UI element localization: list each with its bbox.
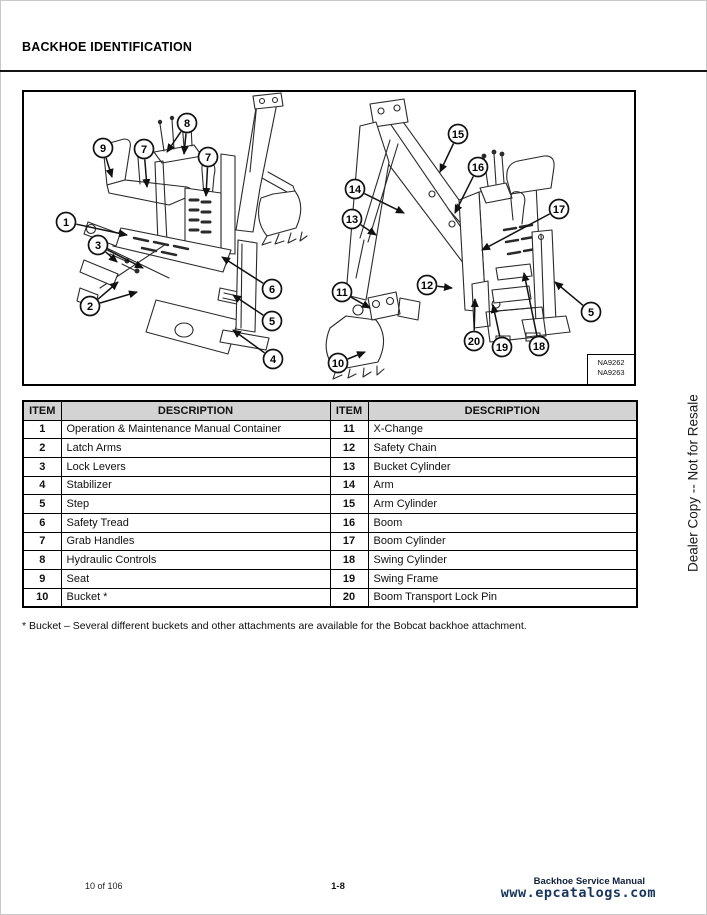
svg-text:2: 2 [86, 301, 94, 314]
table-header-item: ITEM [330, 401, 368, 420]
svg-text:3: 3 [94, 240, 102, 253]
figure-ref-code: NA9263 [597, 368, 625, 378]
item-number-cell: 6 [23, 513, 61, 532]
item-number-cell: 12 [330, 439, 368, 458]
svg-text:13: 13 [345, 214, 359, 227]
callout-arrow [98, 282, 118, 299]
svg-text:7: 7 [204, 152, 212, 165]
item-number-cell: 15 [330, 495, 368, 514]
callout-20 [465, 332, 484, 351]
item-number-cell: 8 [23, 551, 61, 570]
item-number-cell: 1 [23, 420, 61, 439]
figure-ref-code: NA9262 [597, 358, 625, 367]
dealer-copy-watermark: Dealer Copy -- Not for Resale [685, 394, 701, 572]
svg-text:1: 1 [62, 217, 70, 230]
table-row [23, 476, 637, 495]
svg-text:8: 8 [183, 118, 191, 131]
item-number-cell: 19 [330, 570, 368, 589]
table-row [23, 588, 637, 607]
svg-text:14: 14 [348, 184, 362, 197]
svg-text:4: 4 [269, 354, 277, 367]
item-number-cell: 14 [330, 476, 368, 495]
callout-12 [418, 276, 437, 295]
item-number-cell: 5 [23, 495, 61, 514]
website-link[interactable]: www.epcatalogs.com [500, 885, 656, 901]
table-row [23, 570, 637, 589]
identification-figure [22, 90, 636, 386]
table-header-item: ITEM [23, 401, 61, 420]
description-cell: Step [61, 495, 330, 514]
figure-reference-codes [587, 354, 634, 384]
parts-table [22, 400, 638, 608]
callout-6 [263, 280, 282, 299]
item-number-cell: 11 [330, 420, 368, 439]
description-cell: Seat [61, 570, 330, 589]
table-header-description: DESCRIPTION [61, 401, 330, 420]
table-row [23, 439, 637, 458]
description-cell: Boom [368, 513, 637, 532]
description-cell: Latch Arms [61, 439, 330, 458]
item-number-cell: 13 [330, 457, 368, 476]
callout-5 [263, 312, 282, 331]
callout-9 [94, 139, 113, 158]
callout-arrow [437, 286, 452, 288]
svg-text:12: 12 [420, 280, 434, 293]
svg-text:17: 17 [552, 204, 566, 217]
callout-2 [81, 297, 100, 316]
callout-5 [582, 303, 601, 322]
table-row [23, 551, 637, 570]
item-number-cell: 4 [23, 476, 61, 495]
callout-10 [329, 354, 348, 373]
callout-1 [57, 213, 76, 232]
svg-text:15: 15 [451, 129, 465, 142]
callout-18 [530, 337, 549, 356]
description-cell: Boom Transport Lock Pin [368, 588, 637, 607]
callout-arrow [474, 299, 475, 331]
description-cell: X-Change [368, 420, 637, 439]
item-number-cell: 7 [23, 532, 61, 551]
sheet-counter: 10 of 106 [85, 881, 123, 891]
callout-8 [178, 114, 197, 133]
callout-7 [135, 140, 154, 159]
item-number-cell: 17 [330, 532, 368, 551]
description-cell: Arm [368, 476, 637, 495]
svg-text:16: 16 [471, 162, 485, 175]
description-cell: Swing Frame [368, 570, 637, 589]
table-header-row [23, 401, 637, 420]
callout-arrow [100, 292, 137, 303]
parts-table-body [23, 420, 637, 607]
callout-11 [333, 283, 352, 302]
description-cell: Safety Chain [368, 439, 637, 458]
page-number: 1-8 [331, 881, 345, 892]
item-number-cell: 18 [330, 551, 368, 570]
callout-4 [264, 350, 283, 369]
description-cell: Lock Levers [61, 457, 330, 476]
item-number-cell: 10 [23, 588, 61, 607]
callout-arrow [555, 282, 583, 305]
description-cell: Grab Handles [61, 532, 330, 551]
table-row [23, 513, 637, 532]
bucket-footnote: * Bucket – Several different buckets and other attachments are available for the Bobcat backhoe attachment. [22, 620, 527, 632]
description-cell: Operation & Maintenance Manual Container [61, 420, 330, 439]
table-header-description: DESCRIPTION [368, 401, 637, 420]
svg-text:20: 20 [467, 336, 481, 349]
item-number-cell: 2 [23, 439, 61, 458]
title-divider [0, 70, 707, 72]
item-number-cell: 20 [330, 588, 368, 607]
svg-text:9: 9 [99, 143, 107, 156]
callout-15 [449, 125, 468, 144]
description-cell: Safety Tread [61, 513, 330, 532]
svg-text:5: 5 [587, 307, 595, 320]
description-cell: Boom Cylinder [368, 532, 637, 551]
item-number-cell: 16 [330, 513, 368, 532]
callout-17 [550, 200, 569, 219]
svg-text:6: 6 [268, 284, 276, 297]
description-cell: Stabilizer [61, 476, 330, 495]
table-row [23, 495, 637, 514]
svg-text:18: 18 [532, 341, 546, 354]
item-number-cell: 9 [23, 570, 61, 589]
callout-19 [493, 338, 512, 357]
callout-13 [343, 210, 362, 229]
table-row [23, 457, 637, 476]
callout-16 [469, 158, 488, 177]
svg-text:19: 19 [495, 342, 509, 355]
backhoe-diagram [24, 92, 634, 384]
svg-text:11: 11 [336, 287, 348, 300]
callout-7 [199, 148, 218, 167]
description-cell: Hydraulic Controls [61, 551, 330, 570]
backhoe-side-view-drawing [326, 99, 570, 379]
svg-text:10: 10 [331, 358, 345, 371]
svg-text:5: 5 [268, 316, 276, 329]
manual-title: Backhoe Service Manual [533, 876, 645, 887]
description-cell: Bucket Cylinder [368, 457, 637, 476]
svg-text:7: 7 [140, 144, 148, 157]
page-title: BACKHOE IDENTIFICATION [22, 40, 193, 54]
item-number-cell: 3 [23, 457, 61, 476]
table-row [23, 532, 637, 551]
callout-14 [346, 180, 365, 199]
description-cell: Swing Cylinder [368, 551, 637, 570]
description-cell: Arm Cylinder [368, 495, 637, 514]
description-cell: Bucket * [61, 588, 330, 607]
callout-arrow [440, 144, 454, 173]
table-row [23, 420, 637, 439]
callout-3 [89, 236, 108, 255]
